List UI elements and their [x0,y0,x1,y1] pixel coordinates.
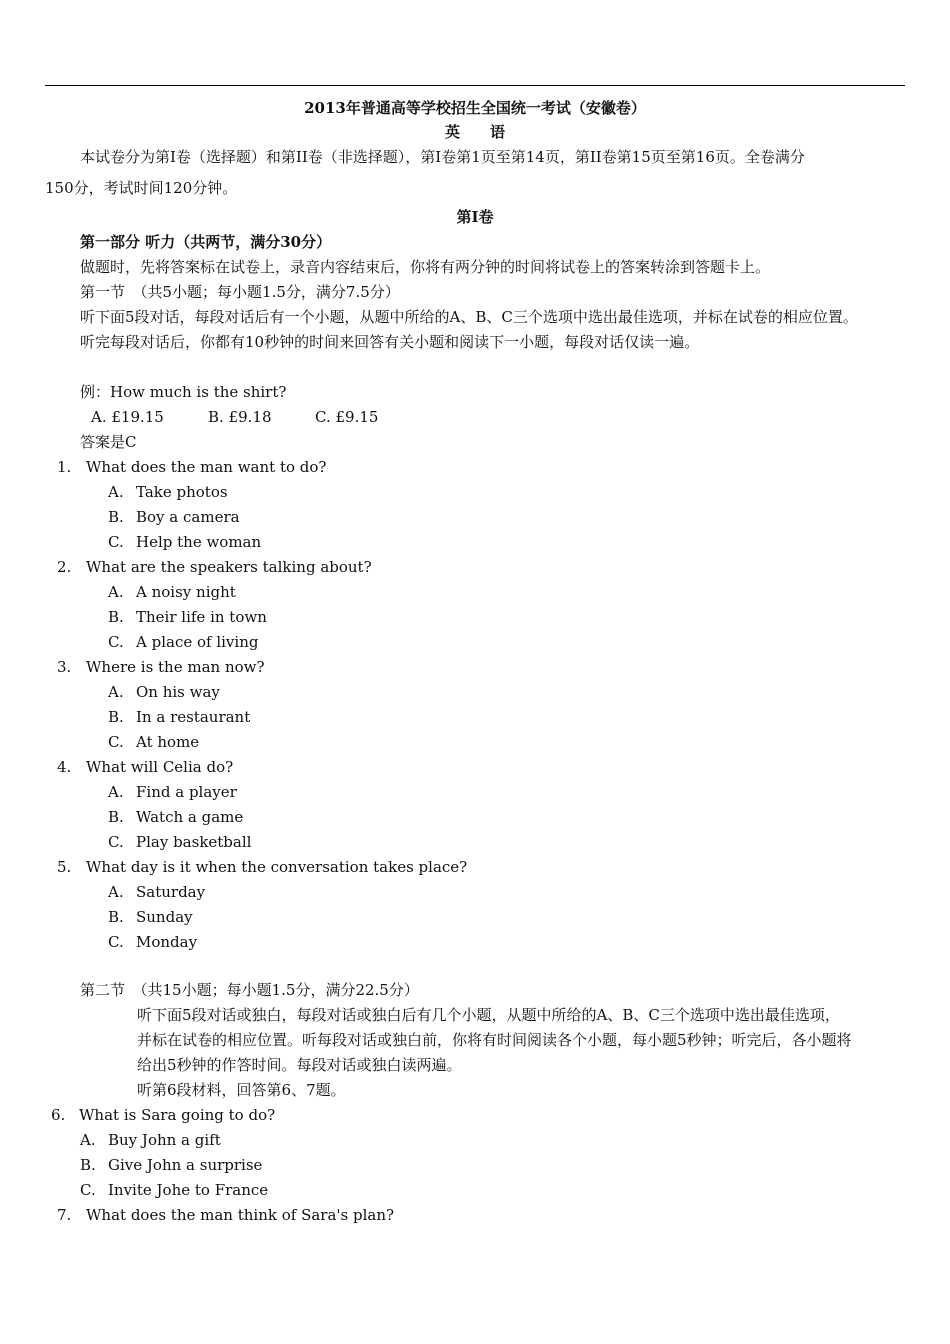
option-letter: C. [108,633,124,651]
option-letter: A. [108,683,124,701]
option-text: Play basketball [136,833,252,851]
option-text: Their life in town [136,608,267,626]
option-letter: C. [108,933,124,951]
section-2-line-1: 听下面5段对话或独白，每段对话或独白后有几个小题，从题中所给的A、B、C三个选项中选出最佳选项， [137,1006,840,1024]
option-text: Help the woman [136,533,262,551]
question-text: What does the man want to do? [86,458,327,476]
example-answer: 答案是C [80,433,137,451]
part-1-instruction: 做题时，先将答案标在试卷上，录音内容结束后，你将有两分钟的时间将试卷上的答案转涂到答题卡上。 [80,258,771,276]
part-1-title: 第一部分 听力（共两节，满分30分） [80,233,332,251]
question-text: What are the speakers talking about? [86,558,372,576]
example-option-c: C. £9.15 [315,408,379,426]
option-text: A noisy night [136,583,236,601]
option-text: A place of living [136,633,259,651]
section-1-line-2: 听完每段对话后，你都有10秒钟的时间来回答有关小题和阅读下一小题，每段对话仅读一遍。 [80,333,700,351]
option-letter: A. [80,1131,96,1149]
question-number: 1. [57,458,72,476]
question-number: 7. [57,1206,72,1224]
option-letter: B. [80,1156,96,1174]
option-letter: B. [108,908,124,926]
option-letter: B. [108,708,124,726]
option-letter: B. [108,608,124,626]
option-letter: C. [108,733,124,751]
option-text: Find a player [136,783,237,801]
question-number: 6. [51,1106,66,1124]
subject-title: 英 语 [444,123,505,141]
section-2-heading: 第二节 （共15小题；每小题1.5分，满分22.5分） [80,981,419,999]
question-number: 3. [57,658,72,676]
option-letter: C. [108,533,124,551]
option-text: In a restaurant [136,708,251,726]
option-text: Boy a camera [136,508,240,526]
option-letter: B. [108,808,124,826]
option-text: Watch a game [136,808,244,826]
section-1-line-1: 听下面5段对话，每段对话后有一个小题，从题中所给的A、B、C三个选项中选出最佳选项，并标在试卷的相应位置。 [80,308,858,326]
option-text: Take photos [136,483,228,501]
question-text: What is Sara going to do? [79,1106,276,1124]
option-letter: A. [108,883,124,901]
top-rule [45,85,905,86]
example-option-a: A. £19.15 [91,408,164,426]
option-text: On his way [136,683,220,701]
option-text: Invite Johe to France [108,1181,269,1199]
option-letter: A. [108,483,124,501]
option-text: Saturday [136,883,206,901]
section-2-line-2: 并标在试卷的相应位置。听每段对话或独白前，你将有时间阅读各个小题，每小题5秒钟；听完后，各小题将 [137,1031,852,1049]
option-text: Sunday [136,908,193,926]
example-question: 例：How much is the shirt? [80,383,287,401]
question-text: What will Celia do? [86,758,234,776]
question-number: 5. [57,858,72,876]
option-text: At home [136,733,200,751]
section-1-heading: 第一节 （共5小题；每小题1.5分，满分7.5分） [80,283,400,301]
volume-1-title: 第I卷 [456,208,494,226]
option-text: Buy John a gift [108,1131,221,1149]
option-letter: B. [108,508,124,526]
question-text: What day is it when the conversation takes place? [86,858,468,876]
section-2-line-3: 给出5秒钟的作答时间。每段对话或独白读两遍。 [137,1056,462,1074]
question-text: What does the man think of Sara's plan? [86,1206,395,1224]
intro-line-1: 本试卷分为第I卷（选择题）和第II卷（非选择题），第I卷第1页至第14页，第II卷第15页至第16页。全卷满分 [80,148,805,166]
option-letter: C. [80,1181,96,1199]
option-letter: A. [108,583,124,601]
option-text: Give John a surprise [108,1156,263,1174]
section-2-material: 听第6段材料，回答第6、7题。 [137,1081,346,1099]
exam-title: 2013年普通高等学校招生全国统一考试（安徽卷） [304,99,646,117]
question-number: 2. [57,558,72,576]
question-number: 4. [57,758,72,776]
example-option-b: B. £9.18 [208,408,272,426]
option-letter: A. [108,783,124,801]
question-text: Where is the man now? [86,658,265,676]
option-letter: C. [108,833,124,851]
intro-line-2: 150分，考试时间120分钟。 [45,179,238,197]
option-text: Monday [136,933,198,951]
